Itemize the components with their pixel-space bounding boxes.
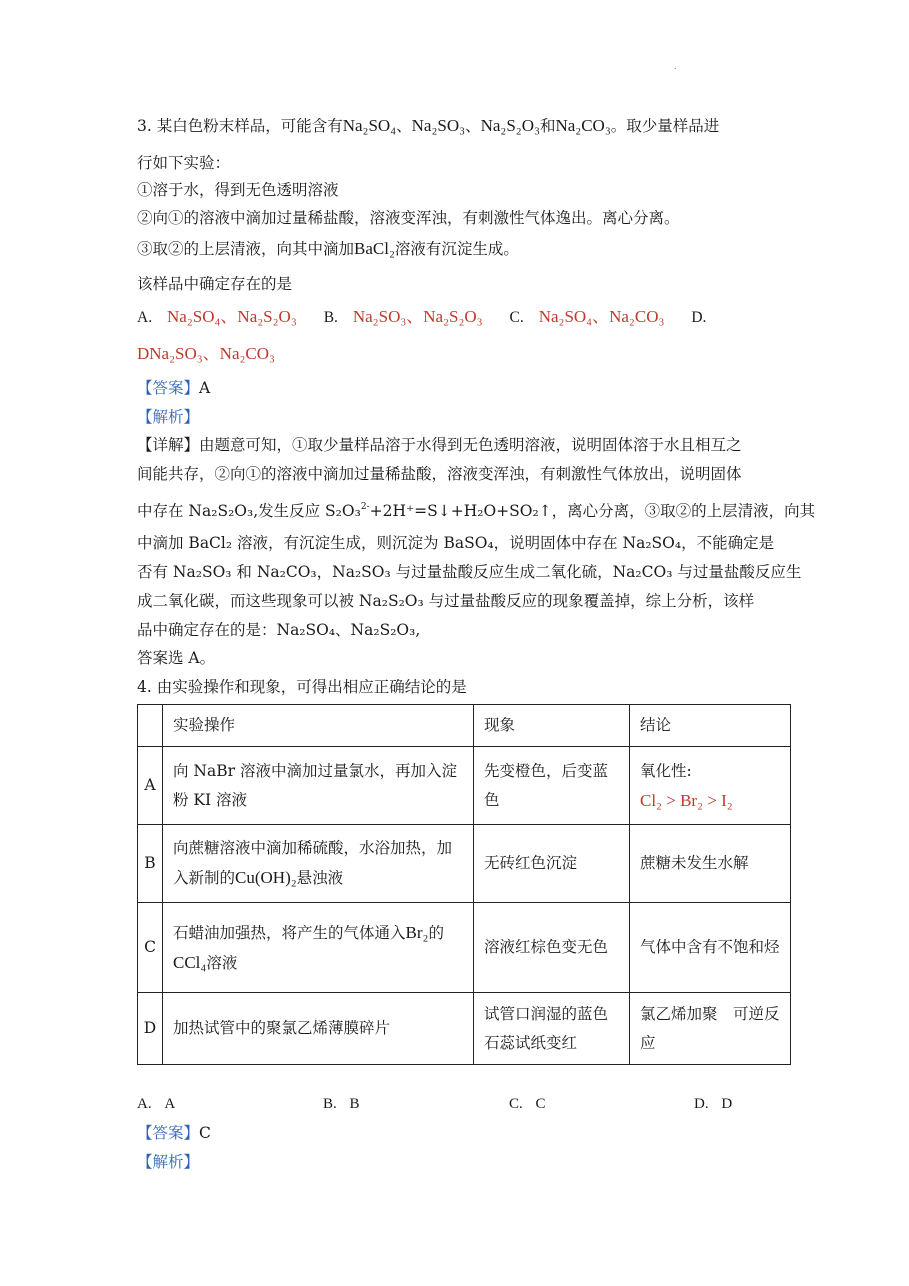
option-d: DNa₂SO₃、Na₂CO₃: [137, 344, 275, 363]
q3-detail-line5: 否有 Na₂SO₃ 和 Na₂CO₃，Na₂SO₃ 与过量盐酸反应生成二氧化硫，Na₂CO₃ 与过量盐酸反应生: [137, 563, 802, 581]
q3-detail-line2: 间能共存，②向①的溶液中滴加过量稀盐酸，溶液变浑浊，有刺激性气体放出，说明固体: [137, 465, 742, 483]
header-cell-operation: 实验操作: [163, 705, 474, 747]
option-c-label: C.: [509, 309, 524, 326]
page-mark: .: [674, 62, 677, 71]
option-c: Na₂SO₄、Na₂CO₃: [538, 307, 665, 326]
experiment-table: [137, 704, 791, 1065]
q3-step3: ③取②的上层清液，向其中滴加BaCl₂溶液有沉淀生成。: [137, 239, 519, 258]
q4-option-a: A. A: [137, 1096, 176, 1112]
row-operation: 向 NaBr 溶液中滴加过量氯水，再加入淀粉 KI 溶液: [163, 747, 474, 825]
row-label: C: [138, 903, 163, 993]
table-header-row: [138, 705, 791, 747]
option-a-label: A.: [137, 309, 153, 326]
q3-detail-line8: 答案选 A。: [137, 649, 216, 667]
q4-option-c: C. C: [509, 1096, 546, 1112]
q3-detail-line1: 【详解】由题意可知，①取少量样品溶于水得到无色透明溶液，说明固体溶于水且相互之: [137, 436, 742, 454]
option-a: Na₂SO₄、Na₂S₂O₃: [167, 307, 297, 326]
table-row: [138, 903, 791, 993]
q3-step2: ②向①的溶液中滴加过量稀盐酸，溶液变浑浊，有刺激性气体逸出。离心分离。: [137, 209, 680, 227]
q3-detail-line3: 中存在 Na₂S₂O₃,发生反应 S₂O₃$^{2-}$+2H⁺=S↓+H₂O+SO₂↑，离心分离，③取②的上层清液，向其: [137, 502, 816, 520]
table-row: [138, 747, 791, 825]
row-operation: 石蜡油加强热，将产生的气体通入Br₂的 CCl₄溶液: [163, 903, 474, 993]
q4-answer: 【答案】C: [137, 1124, 211, 1142]
q3-question: 该样品中确定存在的是: [137, 275, 293, 293]
row-conclusion: 蔗糖未发生水解: [630, 825, 791, 903]
row-label: D: [138, 993, 163, 1065]
row-conclusion: 氯乙烯加聚 可逆反应: [630, 993, 791, 1065]
row-label: A: [138, 747, 163, 825]
row-phenomenon: 试管口润湿的蓝色石蕊试纸变红: [474, 993, 630, 1065]
q3-detail-line6: 成二氧化碳，而这些现象可以被 Na₂S₂O₃ 与过量盐酸反应的现象覆盖掉，综上分析，该样: [137, 592, 755, 610]
q3-option-d-line: [137, 344, 275, 364]
q3-options: [137, 307, 706, 328]
row-phenomenon: 无砖红色沉淀: [474, 825, 630, 903]
table-row: [138, 825, 791, 903]
row-conclusion: 气体中含有不饱和烃: [630, 903, 791, 993]
header-cell-conclusion: 结论: [630, 705, 791, 747]
q4-option-b: B. B: [323, 1096, 360, 1112]
option-d-label: D.: [691, 309, 707, 326]
q4-stem: 4. 由实验操作和现象，可得出相应正确结论的是: [137, 678, 467, 696]
q4-option-d: D. D: [694, 1096, 733, 1112]
row-phenomenon: 溶液红棕色变无色: [474, 903, 630, 993]
table-row: [138, 993, 791, 1065]
row-label: B: [138, 825, 163, 903]
q3-answer: 【答案】A: [137, 379, 211, 397]
row-phenomenon: 先变橙色，后变蓝色: [474, 747, 630, 825]
option-b: Na₂SO₃、Na₂S₂O₃: [352, 307, 483, 326]
answer-tag: 【答案】: [137, 379, 200, 397]
row-operation: 向蔗糖溶液中滴加稀硫酸，水浴加热，加入新制的Cu(OH)₂悬浊液: [163, 825, 474, 903]
row-conclusion: 氧化性: Cl₂ > Br₂ > I₂: [630, 747, 791, 825]
header-cell-phenomenon: 现象: [474, 705, 630, 747]
q4-analysis-tag: 【解析】: [137, 1153, 200, 1171]
q3-detail-line7: 品中确定存在的是：Na₂SO₄、Na₂S₂O₃,: [137, 621, 421, 639]
header-cell-empty: [138, 705, 163, 747]
q3-detail-line4: 中滴加 BaCl₂ 溶液，有沉淀生成，则沉淀为 BaSO₄，说明固体中存在 Na₂SO₄，不能确定是: [137, 534, 775, 552]
q3-analysis-tag: 【解析】: [137, 408, 200, 426]
option-b-label: B.: [323, 309, 338, 326]
q3-stem-line2: 行如下实验：: [137, 154, 231, 172]
q3-step1: ①溶于水，得到无色透明溶液: [137, 181, 339, 199]
q3-stem-line1: 3. 某白色粉末样品，可能含有Na₂SO₄、Na₂SO₃、Na₂S₂O₃和Na₂CO₃。取少量样品进: [137, 116, 720, 135]
answer-tag: 【答案】: [137, 1124, 200, 1142]
row-operation: 加热试管中的聚氯乙烯薄膜碎片: [163, 993, 474, 1065]
